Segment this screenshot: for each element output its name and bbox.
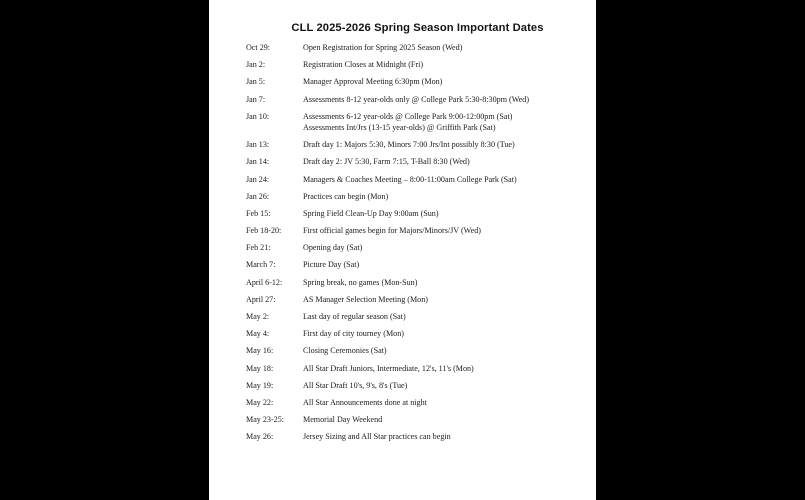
schedule-row-description-line: AS Manager Selection Meeting (Mon) [303,294,428,304]
schedule-row-date: April 6-12: [246,277,283,287]
schedule-row-description-line: Draft day 2: JV 5:30, Farm 7:15, T-Ball 8:30 (Wed) [303,157,470,167]
schedule-row-description-line: All Star Announcements done at night [303,397,427,407]
schedule-row [246,328,591,339]
schedule-row-description-line: Memorial Day Weekend [303,415,383,425]
schedule-row-description [303,397,591,408]
schedule-row-description-line: Open Registration for Spring 2025 Season (Wed) [303,43,463,52]
schedule-row-description [303,380,591,391]
schedule-row [246,345,591,356]
schedule-row [246,42,591,53]
schedule-row-description [303,259,591,270]
schedule-row-description [303,311,591,322]
schedule-row-date: March 7: [246,260,276,270]
schedule-row-description-line: Opening day (Sat) [303,243,363,253]
schedule-row [246,259,591,270]
schedule-row-date: May 22: [246,397,274,407]
schedule-row-description-line: Registration Closes at Midnight (Fri) [303,60,424,70]
schedule-row-description [303,242,591,253]
schedule-row [246,397,591,408]
schedule-row-description [303,208,591,219]
schedule-row-date: May 23-25: [246,415,284,425]
schedule-row-description [303,94,591,105]
schedule-row-description [303,76,591,87]
schedule-row-date: Jan 2: [246,60,266,70]
schedule-row-date: Jan 24: [246,174,270,184]
schedule-row-description-line: Assessments 6-12 year-olds @ College Park 9:00-12:00pm (Sat) [303,111,513,121]
schedule-row-description [303,111,591,133]
schedule-row [246,156,591,167]
schedule-row [246,191,591,202]
schedule-row-description-line: Spring Field Clean-Up Day 9:00am (Sun) [303,208,439,218]
schedule-row [246,431,591,442]
schedule-row-description-line: Closing Ceremonies (Sat) [303,346,387,356]
schedule-row-description-line: Picture Day (Sat) [303,260,360,270]
schedule-row-date: Feb 15: [246,208,271,218]
schedule-row [246,208,591,219]
schedule-row-date: May 26: [246,432,274,442]
schedule-row-date: Jan 7: [246,94,266,104]
schedule-row-description-line: First day of city tourney (Mon) [303,329,404,339]
schedule-row [246,139,591,150]
schedule-row-description-line: Managers & Coaches Meeting – 8:00-11:00am College Park (Sat) [303,174,517,184]
page-title: CLL 2025-2026 Spring Season Important Dates [291,22,544,34]
schedule-row-description [303,139,591,150]
schedule-row-description-line: Last day of regular season (Sat) [303,312,406,322]
schedule-row-date: May 16: [246,346,274,356]
schedule-row-date: May 18: [246,363,274,373]
schedule-row [246,174,591,185]
schedule-row-date: Jan 10: [246,111,270,121]
schedule-row-description [303,225,591,236]
document-page [209,0,596,500]
schedule-row [246,242,591,253]
schedule-row-description [303,42,591,53]
schedule-row-description-line: Spring break, no games (Mon-Sun) [303,277,418,287]
schedule-row [246,225,591,236]
schedule-row-description-line: Manager Approval Meeting 6:30pm (Mon) [303,77,443,87]
schedule-row-description [303,59,591,70]
schedule-row-date: May 4: [246,329,270,339]
schedule-list [246,42,591,449]
schedule-row-date: May 19: [246,380,274,390]
schedule-row-description [303,328,591,339]
schedule-row-date: Oct 29: [246,43,271,52]
schedule-row-description [303,414,591,425]
schedule-row-description [303,277,591,288]
schedule-row [246,311,591,322]
schedule-row-description-line: All Star Draft Juniors, Intermediate, 12's, 11's (Mon) [303,363,474,373]
schedule-row-date: Jan 14: [246,157,270,167]
schedule-row [246,76,591,87]
schedule-row [246,111,591,133]
schedule-row-date: Feb 21: [246,243,271,253]
schedule-row-date: May 2: [246,312,270,322]
schedule-row-date: Jan 26: [246,191,270,201]
schedule-row-description [303,191,591,202]
schedule-row [246,94,591,105]
schedule-row-description-line: First official games begin for Majors/Minors/JV (Wed) [303,226,481,236]
schedule-row-description-line: Assessments Int/Jrs (13-15 year-olds) @ Griffith Park (Sat) [303,122,496,132]
schedule-row [246,380,591,391]
schedule-row-date: Feb 18-20: [246,226,282,236]
schedule-row-date: April 27: [246,294,276,304]
schedule-row-description [303,156,591,167]
schedule-row-date: Jan 13: [246,140,270,150]
schedule-row-date: Jan 5: [246,77,266,87]
schedule-row [246,363,591,374]
schedule-row-description [303,345,591,356]
schedule-row-description-line: Practices can begin (Mon) [303,191,389,201]
schedule-row-description-line: Jersey Sizing and All Star practices can begin [303,432,451,442]
schedule-row-description [303,294,591,305]
schedule-row-description [303,174,591,185]
schedule-row [246,277,591,288]
schedule-row-description-line: Draft day 1: Majors 5:30, Minors 7:00 Jrs/Int possibly 8:30 (Tue) [303,140,515,150]
schedule-row-description-line: Assessments 8-12 year-olds only @ College Park 5:30-8:30pm (Wed) [303,94,530,104]
schedule-row [246,414,591,425]
schedule-row [246,59,591,70]
schedule-row [246,294,591,305]
schedule-row-description [303,363,591,374]
schedule-row-description [303,431,591,442]
schedule-row-description-line: All Star Draft 10's, 9's, 8's (Tue) [303,380,408,390]
